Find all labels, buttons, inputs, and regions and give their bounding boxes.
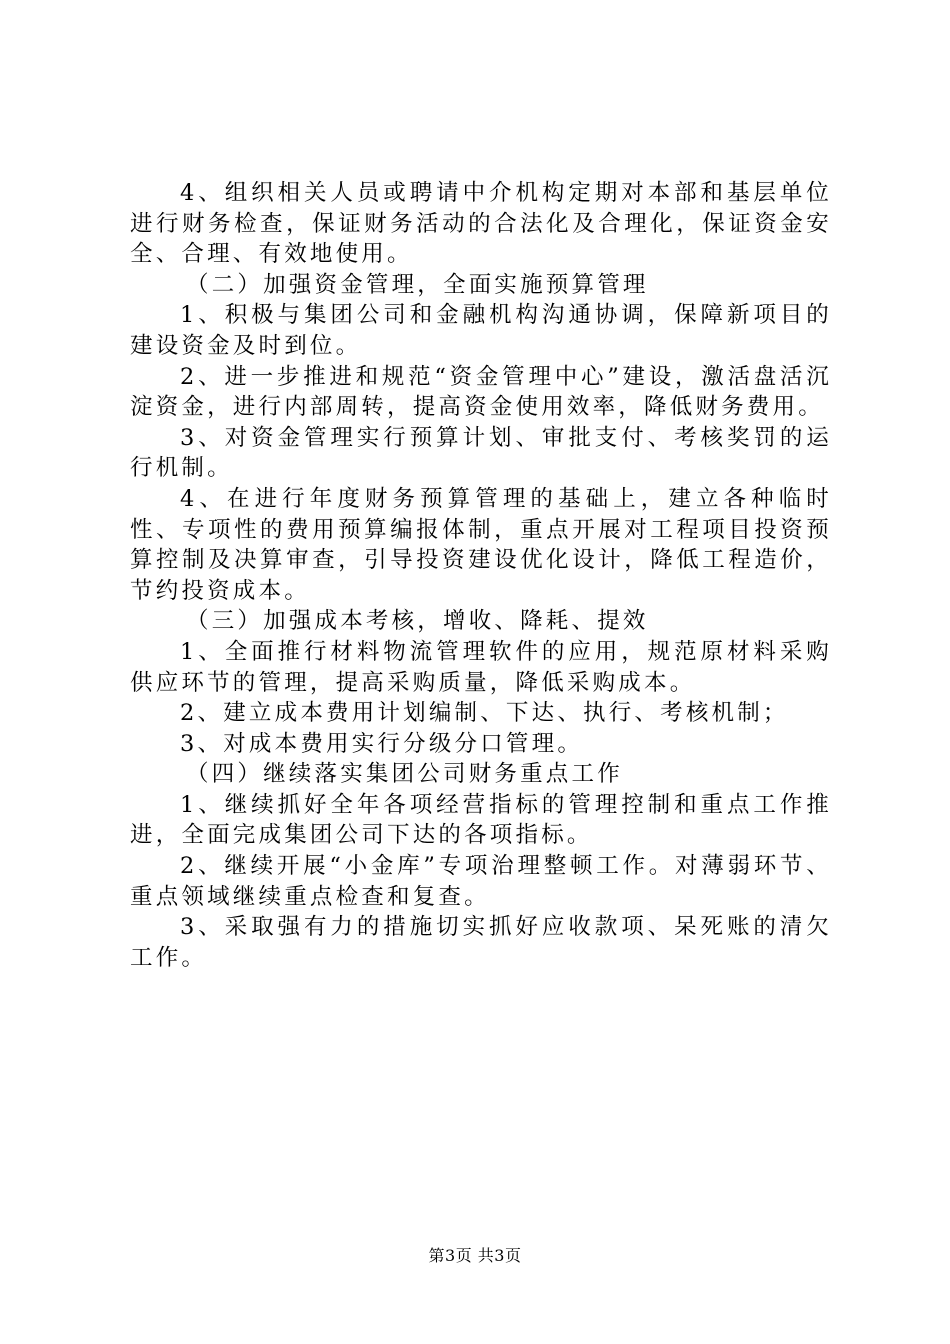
section-heading: （四）继续落实集团公司财务重点工作 [186,761,623,788]
paragraph: 2、建立成本费用计划编制、下达、执行、考核机制； [180,700,789,727]
paragraph: 4、组织相关人员或聘请中介机构定期对本部和基层单位进行财务检查，保证财务活动的合法化及合理化，保证资金安全、合理、有效地使用。 [130,180,832,268]
paragraph: 2、继续开展“小金库”专项治理整顿工作。对薄弱环节、重点领域继续重点检查和复查。 [130,853,832,910]
paragraph: 1、继续抓好全年各项经营指标的管理控制和重点工作推进，全面完成集团公司下达的各项指标。 [130,791,832,849]
section-heading: （三）加强成本考核，增收、降耗、提效 [186,608,649,635]
document-body [130,178,832,973]
paragraph: 1、全面推行材料物流管理软件的应用，规范原材料采购供应环节的管理，提高采购质量，降低采购成本。 [130,638,832,696]
paragraph: 1、积极与集团公司和金融机构沟通协调，保障新项目的建设资金及时到位。 [130,302,832,359]
paragraph: 2、进一步推进和规范“资金管理中心”建设，激活盘活沉淀资金，进行内部周转，提高资金使用效率，降低财务费用。 [130,363,832,421]
paragraph: 4、在进行年度财务预算管理的基础上，建立各种临时性、专项性的费用预算编报体制，重点开展对工程项目投资预算控制及决算审查，引导投资建设优化设计，降低工程造价，节约投资成本。 [130,485,832,604]
section-heading: （二）加强资金管理，全面实施预算管理 [186,271,649,298]
page-footer: 第3页 共3页 [428,1246,522,1265]
paragraph: 3、对资金管理实行预算计划、审批支付、考核奖罚的运行机制。 [130,424,832,482]
paragraph: 3、采取强有力的措施切实抓好应收款项、呆死账的清欠工作。 [130,914,832,971]
paragraph: 3、对成本费用实行分级分口管理。 [180,730,584,757]
